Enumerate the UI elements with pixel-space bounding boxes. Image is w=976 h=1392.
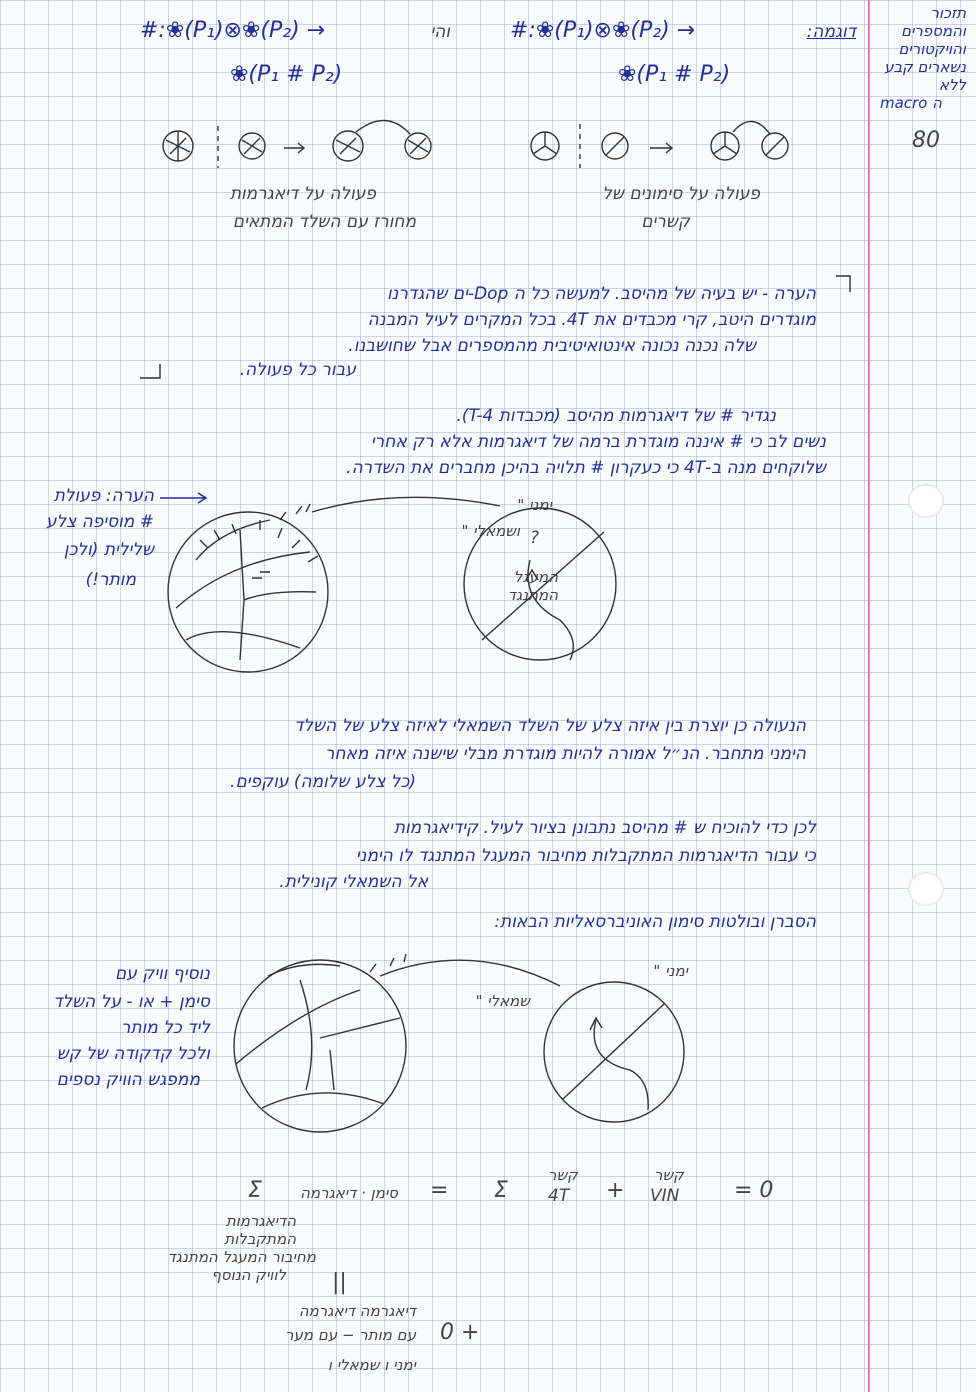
eq-bottom-3: ימני ו שמאלי ו (327, 1356, 416, 1374)
eq-4t: 4T (548, 1186, 570, 1206)
eq-bottom-zero: 0 + (440, 1320, 480, 1345)
fig2-note-2: סימן + או - על השלד (53, 992, 210, 1012)
eq-equals-zero: = 0 (734, 1178, 774, 1203)
fig2-label-yamni: ימני " (653, 962, 688, 980)
eq-sum-left: Σ (248, 1178, 262, 1203)
fig2-note-1: נוסיף וויק עם (114, 964, 210, 984)
page-number: 80 (912, 128, 940, 153)
fig2-note-4: ולכל קדקודה של קש (56, 1044, 210, 1064)
margin-note-2: והמספרים (901, 22, 966, 40)
eq-term-left: סימן · דיאגרמה (300, 1184, 398, 1202)
remark-line-2: מוגדרים היטב, קרי מכבדים את 4T. בכל המקרים לעיל המבנה (367, 310, 816, 330)
eq-sub-2: המתקבלות (224, 1230, 296, 1248)
left-formula: #:❀(P₁)⊗❀(P₂) → (140, 18, 326, 43)
margin-note-3: והויקטורים (898, 40, 966, 58)
eq-bottom-1: דיאגרמה דיאגרמה (298, 1302, 416, 1320)
margin-note-4: נשארים קבע (884, 58, 966, 76)
right-formula-result: ❀(P₁ # P₂) (618, 62, 731, 87)
eq-bottom-2: עם מותר − עם מער (285, 1326, 416, 1344)
para3-line-4: הסברן ובולטות סימון האוניברסאליות הבאות: (494, 912, 816, 932)
eq-sub-3: מחיבור המעגל המתנגד (167, 1248, 316, 1266)
eq-equals: = (430, 1178, 449, 1203)
fig2-note-5: ממפגש הוויק נספים (56, 1070, 200, 1090)
fig1-label-smali: ושמאלי " (461, 522, 520, 540)
figure2-diagram (234, 954, 684, 1132)
margin-note-1: תזכור (930, 4, 966, 22)
remark-line-3: שלה נכנה נכונה אינטואיטיבית מהמספרים אבל שחושבנו. (348, 336, 756, 356)
margin-note-6: macro ה (880, 94, 942, 112)
para3-line-1: לכן כדי להוכיח ש # מהיסב נתבונן בציור לעיל. קידיאגרמות (393, 818, 816, 838)
left-caption-1: פעולה על דיאגרמות (229, 184, 376, 204)
fig1-note-3: שלילית (ולכן (63, 540, 154, 560)
fig1-question: ? (530, 528, 540, 548)
eq-sub-4: לוויק הנוסף (211, 1266, 286, 1284)
fig1-inner-label: המעגל המתנגד (507, 568, 558, 604)
eq-sub-1: הדיאגרמות (225, 1212, 296, 1230)
right-caption-1: פעולה על סימונים של (602, 184, 760, 204)
eq-sum-right: Σ (494, 1178, 508, 1203)
example-label: דוגמה: (806, 22, 856, 42)
fig1-note-4: מותר!) (85, 570, 136, 590)
para1-line-1: נגדיר # של דיאגרמות מהיסב (מכבדות T-4). (456, 406, 776, 426)
middle-word: והי (430, 22, 450, 42)
eq-vin: VIN (650, 1186, 680, 1206)
fig1-label-yamni: ימני " (517, 496, 552, 514)
remark-line-4: עבור כל פעולה. (239, 360, 356, 380)
para1-line-2: נשים לב כי # איננה מוגדרת ברמה של דיאגרמות אלא רק אחרי (370, 432, 826, 452)
para2-line-1: הנעולה כן יוצרת בין איזה צלע של השלד השמאלי לאיזה צלע של השלד (294, 716, 806, 736)
fig1-note-1: הערה: פעולת (53, 486, 154, 506)
top-right-diagram (531, 121, 788, 168)
top-left-diagram (163, 120, 431, 168)
fig1-note-2: # מוסיפה צלע (45, 512, 154, 532)
figure1-diagram (168, 497, 616, 672)
right-formula: #:❀(P₁)⊗❀(P₂) → (510, 18, 696, 43)
left-caption-2: מחורז עם השלד המתאים (232, 212, 416, 232)
fig2-label-smali: שמאלי " (475, 992, 530, 1010)
eq-vin-label: קשר (654, 1166, 684, 1184)
para3-line-3: אל השמאלי קונילית. (279, 872, 428, 892)
remark-line-1: הערה - יש בעיה של מהיסב. למעשה כל ה Dop-ים שהגדרנו (386, 284, 816, 304)
left-formula-result: ❀(P₁ # P₂) (230, 62, 343, 87)
eq-plus: + (606, 1178, 625, 1203)
para3-line-2: כי עבור הדיאגרמות המתקבלות מחיבור המעגל המתנגד לו הימני (355, 846, 816, 866)
para1-line-3: שלוקחים מנה ב-4T כי כעקרון # תלויה בהיכן מחברים את השדרה. (346, 458, 826, 478)
eq-parallel: || (332, 1270, 347, 1295)
right-caption-2: קשרים (641, 212, 690, 232)
para2-line-3: (כל צלע שלומה) עוקפים. (230, 772, 416, 792)
para2-line-2: הימני מתחבר. הנ״ל אמורה להיות מוגדרת מבלי שישנה איזה מאחר (324, 744, 806, 764)
eq-4t-label: קשר (548, 1166, 578, 1184)
fig2-note-3: ליד כל מותר (120, 1018, 210, 1038)
margin-note-5: ללא (938, 76, 966, 94)
